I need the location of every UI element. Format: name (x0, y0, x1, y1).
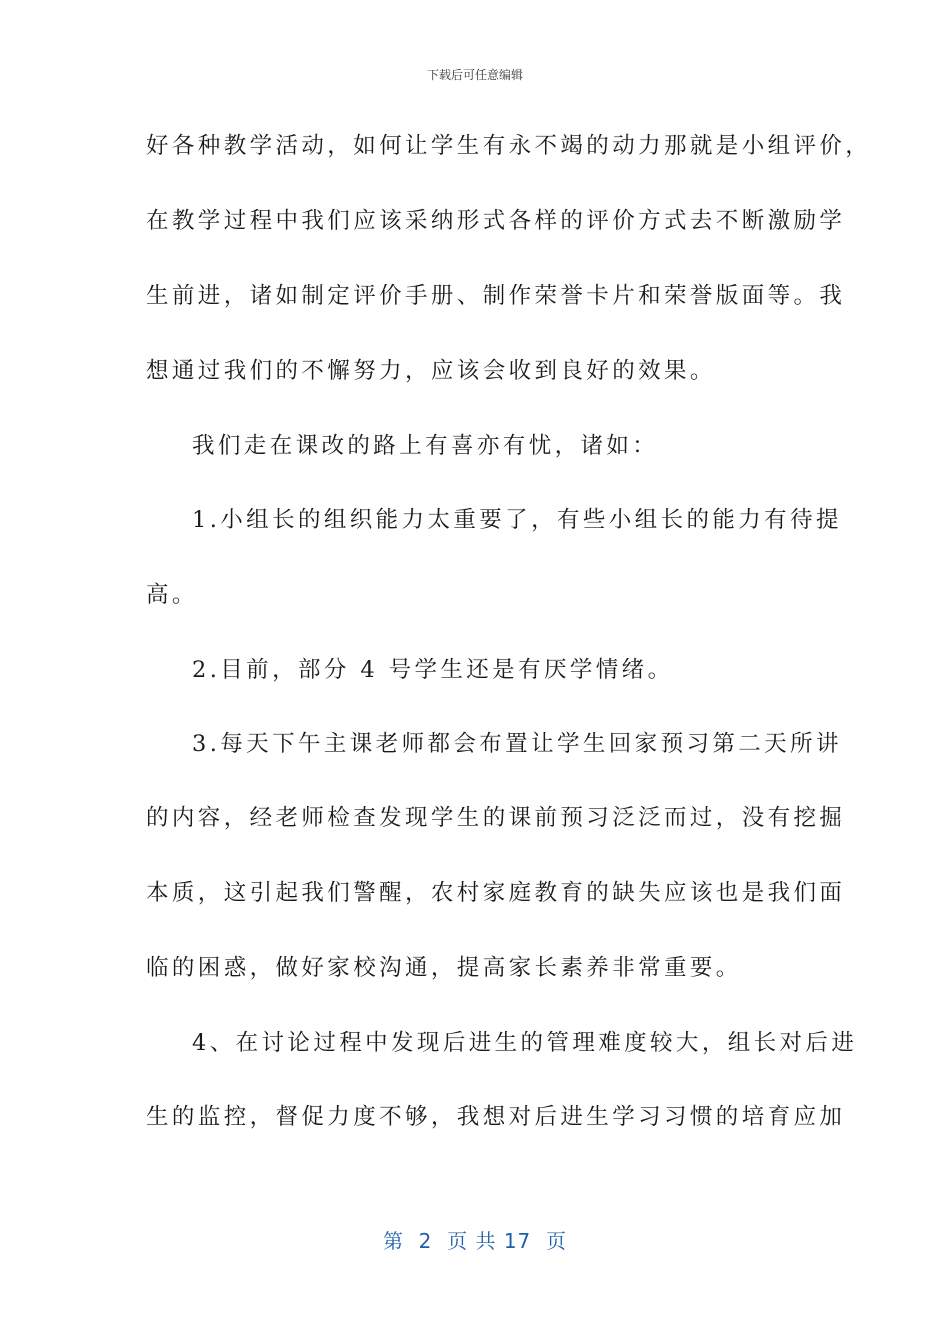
body-line: 的内容，经老师检查发现学生的课前预习泛泛而过，没有挖掘 (146, 805, 846, 831)
body-line: 在教学过程中我们应该采纳形式各样的评价方式去不断激励学 (146, 208, 846, 234)
body-line: 3.每天下午主课老师都会布置让学生回家预习第二天所讲 (192, 731, 842, 757)
page-header: 下载后可任意编辑 (426, 68, 523, 82)
body-line: 4、在讨论过程中发现后进生的管理难度较大，组长对后进 (192, 1030, 858, 1056)
body-line: 我们走在课改的路上有喜亦有忧，诸如： (192, 433, 659, 459)
body-line: 好各种教学活动，如何让学生有永不竭的动力那就是小组评价， (146, 133, 872, 159)
page-footer: 第 2 页 共 17 页 (382, 1229, 568, 1253)
body-line: 临的困惑，做好家校沟通，提高家长素养非常重要。 (146, 955, 742, 981)
body-line: 生的监控，督促力度不够，我想对后进生学习习惯的培育应加 (146, 1104, 846, 1130)
body-line: 1.小组长的组织能力太重要了，有些小组长的能力有待提 (192, 507, 842, 533)
body-line: 高。 (146, 582, 198, 608)
body-line: 本质，这引起我们警醒，农村家庭教育的缺失应该也是我们面 (146, 880, 846, 906)
body-line: 2.目前，部分 4 号学生还是有厌学情绪。 (192, 657, 674, 683)
body-line: 想通过我们的不懈努力，应该会收到良好的效果。 (146, 358, 716, 384)
body-line: 生前进，诸如制定评价手册、制作荣誉卡片和荣誉版面等。我 (146, 283, 846, 309)
